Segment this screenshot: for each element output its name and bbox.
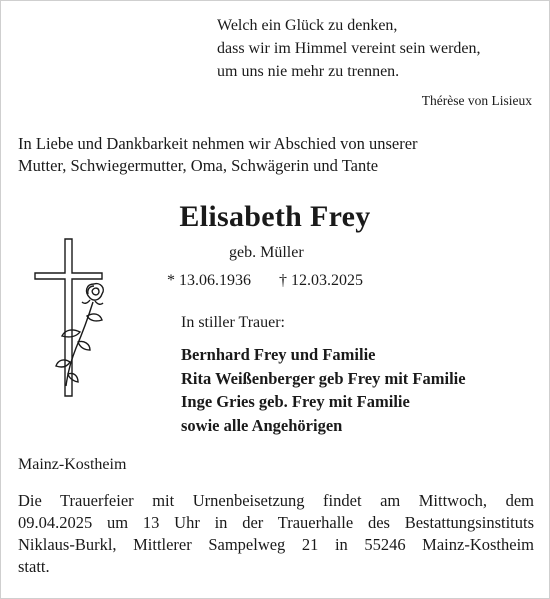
notice-line: statt. (18, 557, 50, 576)
mourner-entry: Bernhard Frey und Familie (181, 345, 376, 364)
life-dates (167, 272, 363, 290)
cross-with-rose-icon (32, 236, 132, 401)
mourner-entry: Inge Gries geb. Frey mit Familie (181, 392, 410, 411)
intro-line: In Liebe und Dankbarkeit nehmen wir Abschied von unserer (18, 134, 418, 153)
mourner-entry: sowie alle Angehörigen (181, 415, 343, 435)
poem-line: um uns nie mehr zu trennen. (217, 63, 400, 80)
birth-date: * 13.06.1936 (167, 272, 251, 289)
notice-line: Die Trauerfeier mit Urnenbeisetzung findet am Mittwoch, dem (18, 491, 534, 510)
place-name: Mainz-Kostheim (18, 456, 127, 473)
poem-line: dass wir im Himmel vereint sein werden, (217, 40, 481, 57)
intro-line: Mutter, Schwiegermutter, Oma, Schwägerin und Tante (18, 156, 379, 175)
death-date: † 12.03.2025 (279, 272, 363, 289)
notice-line: 09.04.2025 um 13 Uhr in der Trauerhalle des Bestattungsinstituts (18, 513, 534, 532)
notice-line: Niklaus-Burkl, Mittlerer Sampelweg 21 in 55246 Mainz-Kostheim (18, 535, 534, 554)
poem (217, 14, 481, 83)
mourner-entry: Rita Weißenberger geb Frey mit Familie (181, 368, 466, 388)
mourning-label: In stiller Trauer: (181, 314, 285, 331)
poem-line: Welch ein Glück zu denken, (217, 17, 398, 34)
ceremony-notice (18, 490, 534, 578)
deceased-name: Elisabeth Frey (179, 200, 371, 233)
poem-author: Thérèse von Lisieux (421, 93, 532, 108)
mourners-list (181, 343, 466, 437)
born-name: geb. Müller (229, 244, 304, 261)
intro-text (18, 133, 418, 177)
